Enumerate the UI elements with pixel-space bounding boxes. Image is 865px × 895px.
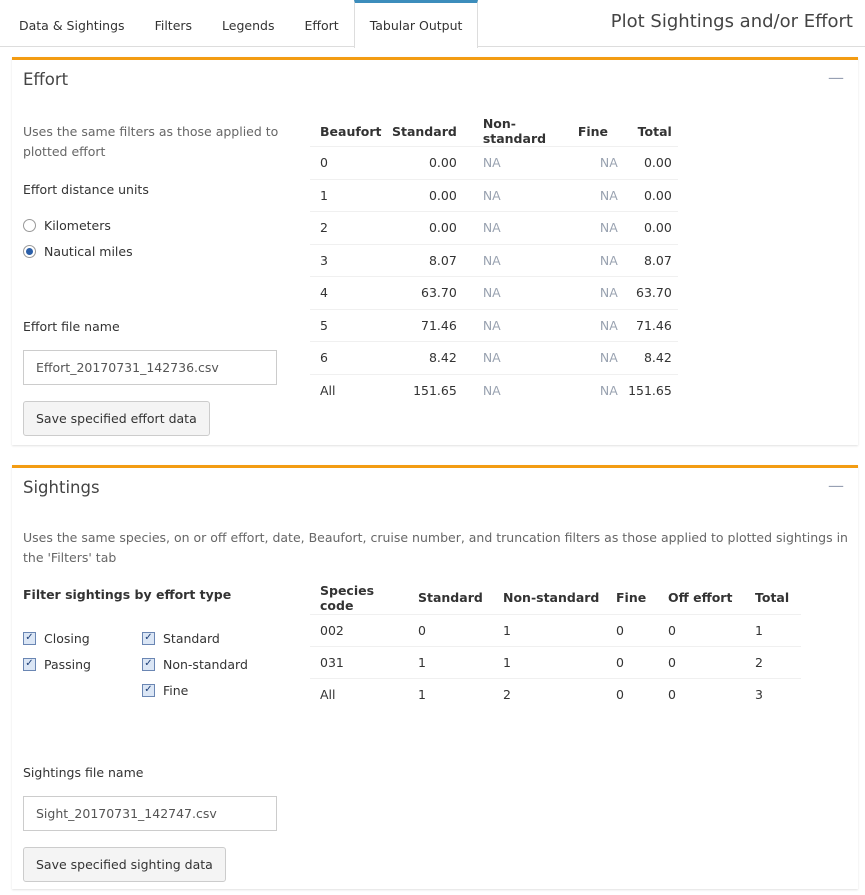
filter-effort-type-label: Filter sightings by effort type: [23, 587, 232, 602]
table-cell: 0.00: [392, 212, 463, 245]
col-total: Total: [637, 123, 672, 139]
radio-button[interactable]: [23, 219, 36, 232]
table-cell: 3: [310, 244, 392, 277]
table-cell: NA: [463, 309, 578, 342]
table-cell: All: [310, 678, 418, 710]
table-cell: 71.46: [392, 309, 463, 342]
checkbox-label: Standard: [163, 630, 220, 646]
tab-legends[interactable]: Legends: [222, 18, 275, 33]
table-row: [310, 646, 801, 678]
check-group-right: [142, 625, 248, 703]
col-total: Total: [755, 590, 790, 606]
table-cell: 151.65: [392, 374, 463, 407]
tab-tabular-output[interactable]: Tabular Output: [354, 0, 479, 48]
checkbox-label: Non-standard: [163, 656, 248, 672]
sightings-table: [310, 582, 801, 710]
table-cell: NA: [463, 374, 578, 407]
table-cell: 63.70: [392, 277, 463, 310]
table-cell: 1: [418, 678, 503, 710]
table-cell: 0: [668, 678, 755, 710]
table-row: [310, 277, 678, 310]
sightings-box: [12, 465, 858, 889]
radio-button[interactable]: [23, 245, 36, 258]
table-cell: 151.65: [618, 374, 678, 407]
table-cell: 0.00: [392, 179, 463, 212]
checkbox-icon[interactable]: ✓: [23, 632, 36, 645]
effort-units-group: [23, 212, 133, 264]
col-fine: Fine: [616, 590, 647, 606]
col-standard: Standard: [392, 123, 457, 139]
col-beaufort: Beaufort: [320, 123, 382, 139]
table-cell: 8.07: [618, 244, 678, 277]
table-cell: 0: [418, 614, 503, 646]
sightings-file-input[interactable]: Sight_20170731_142747.csv: [23, 796, 277, 831]
checkbox-label: Fine: [163, 682, 189, 698]
table-cell: NA: [578, 147, 618, 180]
table-cell: 0: [616, 678, 668, 710]
table-cell: 2: [503, 678, 616, 710]
checkbox-label: Passing: [44, 656, 91, 672]
radio-kilometers[interactable]: [23, 212, 133, 238]
checkbox-passing[interactable]: [23, 651, 91, 677]
table-header-row: [310, 116, 678, 147]
table-row: [310, 678, 801, 710]
col-non-standard: Non-standard: [482, 116, 547, 146]
tab-strip: [4, 0, 478, 47]
table-cell: NA: [578, 212, 618, 245]
table-row: [310, 374, 678, 407]
tab-data-sightings[interactable]: Data & Sightings: [19, 18, 125, 33]
table-header-row: [310, 582, 801, 614]
table-cell: NA: [463, 212, 578, 245]
table-cell: 2: [755, 646, 801, 678]
table-cell: NA: [463, 342, 578, 375]
app-title: Plot Sightings and/or Effort: [610, 11, 853, 32]
radio-label: Nautical miles: [44, 243, 133, 259]
checkbox-fine[interactable]: [142, 677, 248, 703]
table-cell: 0.00: [618, 147, 678, 180]
effort-box: [12, 57, 858, 445]
table-row: [310, 342, 678, 375]
table-cell: 002: [310, 614, 418, 646]
table-cell: NA: [463, 179, 578, 212]
table-cell: 031: [310, 646, 418, 678]
tab-filters[interactable]: Filters: [154, 18, 193, 33]
table-cell: NA: [578, 374, 618, 407]
checkbox-icon[interactable]: ✓: [142, 658, 155, 671]
table-cell: 4: [310, 277, 392, 310]
checkbox-non-standard[interactable]: [142, 651, 248, 677]
checkbox-standard[interactable]: [142, 625, 248, 651]
table-row: [310, 244, 678, 277]
table-cell: NA: [578, 179, 618, 212]
table-cell: 0.00: [392, 147, 463, 180]
effort-units-label: Effort distance units: [23, 182, 149, 197]
checkbox-icon[interactable]: ✓: [142, 684, 155, 697]
minus-icon[interactable]: —: [828, 476, 844, 495]
col-standard: Standard: [418, 590, 483, 606]
table-cell: NA: [578, 342, 618, 375]
table-cell: 71.46: [618, 309, 678, 342]
check-group-left: [23, 625, 91, 677]
checkbox-label: Closing: [44, 630, 90, 646]
col-species-code: Species code: [320, 582, 375, 613]
table-row: [310, 179, 678, 212]
table-cell: All: [310, 374, 392, 407]
table-cell: 6: [310, 342, 392, 375]
table-cell: NA: [578, 277, 618, 310]
checkbox-icon[interactable]: ✓: [23, 658, 36, 671]
table-cell: NA: [578, 244, 618, 277]
effort-table: [310, 116, 678, 407]
table-cell: 0: [668, 646, 755, 678]
sightings-box-header: [12, 468, 858, 508]
table-cell: 1: [503, 614, 616, 646]
table-cell: 8.42: [618, 342, 678, 375]
table-cell: 0.00: [618, 212, 678, 245]
table-cell: 0.00: [618, 179, 678, 212]
table-cell: 2: [310, 212, 392, 245]
effort-description: Uses the same filters as those applied to plotted effort: [23, 124, 279, 159]
table-row: [310, 212, 678, 245]
table-cell: NA: [463, 244, 578, 277]
navbar: [0, 0, 865, 47]
save-sightings-button[interactable]: Save specified sighting data: [23, 847, 226, 882]
table-cell: NA: [578, 309, 618, 342]
table-cell: 0: [616, 614, 668, 646]
effort-box-header: [12, 60, 858, 100]
table-cell: 0: [616, 646, 668, 678]
sightings-file-label: Sightings file name: [23, 765, 144, 780]
checkbox-icon[interactable]: ✓: [142, 632, 155, 645]
sightings-box-title: Sightings: [23, 478, 100, 497]
table-cell: 8.42: [392, 342, 463, 375]
col-non-standard: Non-standard: [503, 590, 600, 606]
table-cell: 5: [310, 309, 392, 342]
checkbox-closing[interactable]: [23, 625, 91, 651]
sightings-description: Uses the same species, on or off effort, date, Beaufort, cruise number, and truncation filters as those applied to plotted sightings in the 'Filters' tab: [23, 530, 848, 565]
table-cell: 1: [755, 614, 801, 646]
table-row: [310, 614, 801, 646]
col-off-effort: Off effort: [668, 590, 733, 606]
table-cell: NA: [463, 147, 578, 180]
table-cell: 1: [418, 646, 503, 678]
table-cell: 63.70: [618, 277, 678, 310]
radio-nautical-miles[interactable]: [23, 238, 133, 264]
table-cell: 0: [310, 147, 392, 180]
tab-effort[interactable]: Effort: [304, 18, 339, 33]
effort-box-title: Effort: [23, 70, 69, 89]
table-row: [310, 147, 678, 180]
table-cell: NA: [463, 277, 578, 310]
table-cell: 0: [668, 614, 755, 646]
col-fine: Fine: [577, 123, 609, 139]
effort-file-input[interactable]: Effort_20170731_142736.csv: [23, 350, 277, 385]
table-row: [310, 309, 678, 342]
minus-icon[interactable]: —: [828, 68, 844, 87]
save-effort-button[interactable]: Save specified effort data: [23, 401, 210, 436]
table-cell: 3: [755, 678, 801, 710]
radio-label: Kilometers: [44, 217, 111, 233]
table-cell: 1: [503, 646, 616, 678]
table-cell: 8.07: [392, 244, 463, 277]
effort-file-label: Effort file name: [23, 319, 120, 334]
table-cell: 1: [310, 179, 392, 212]
